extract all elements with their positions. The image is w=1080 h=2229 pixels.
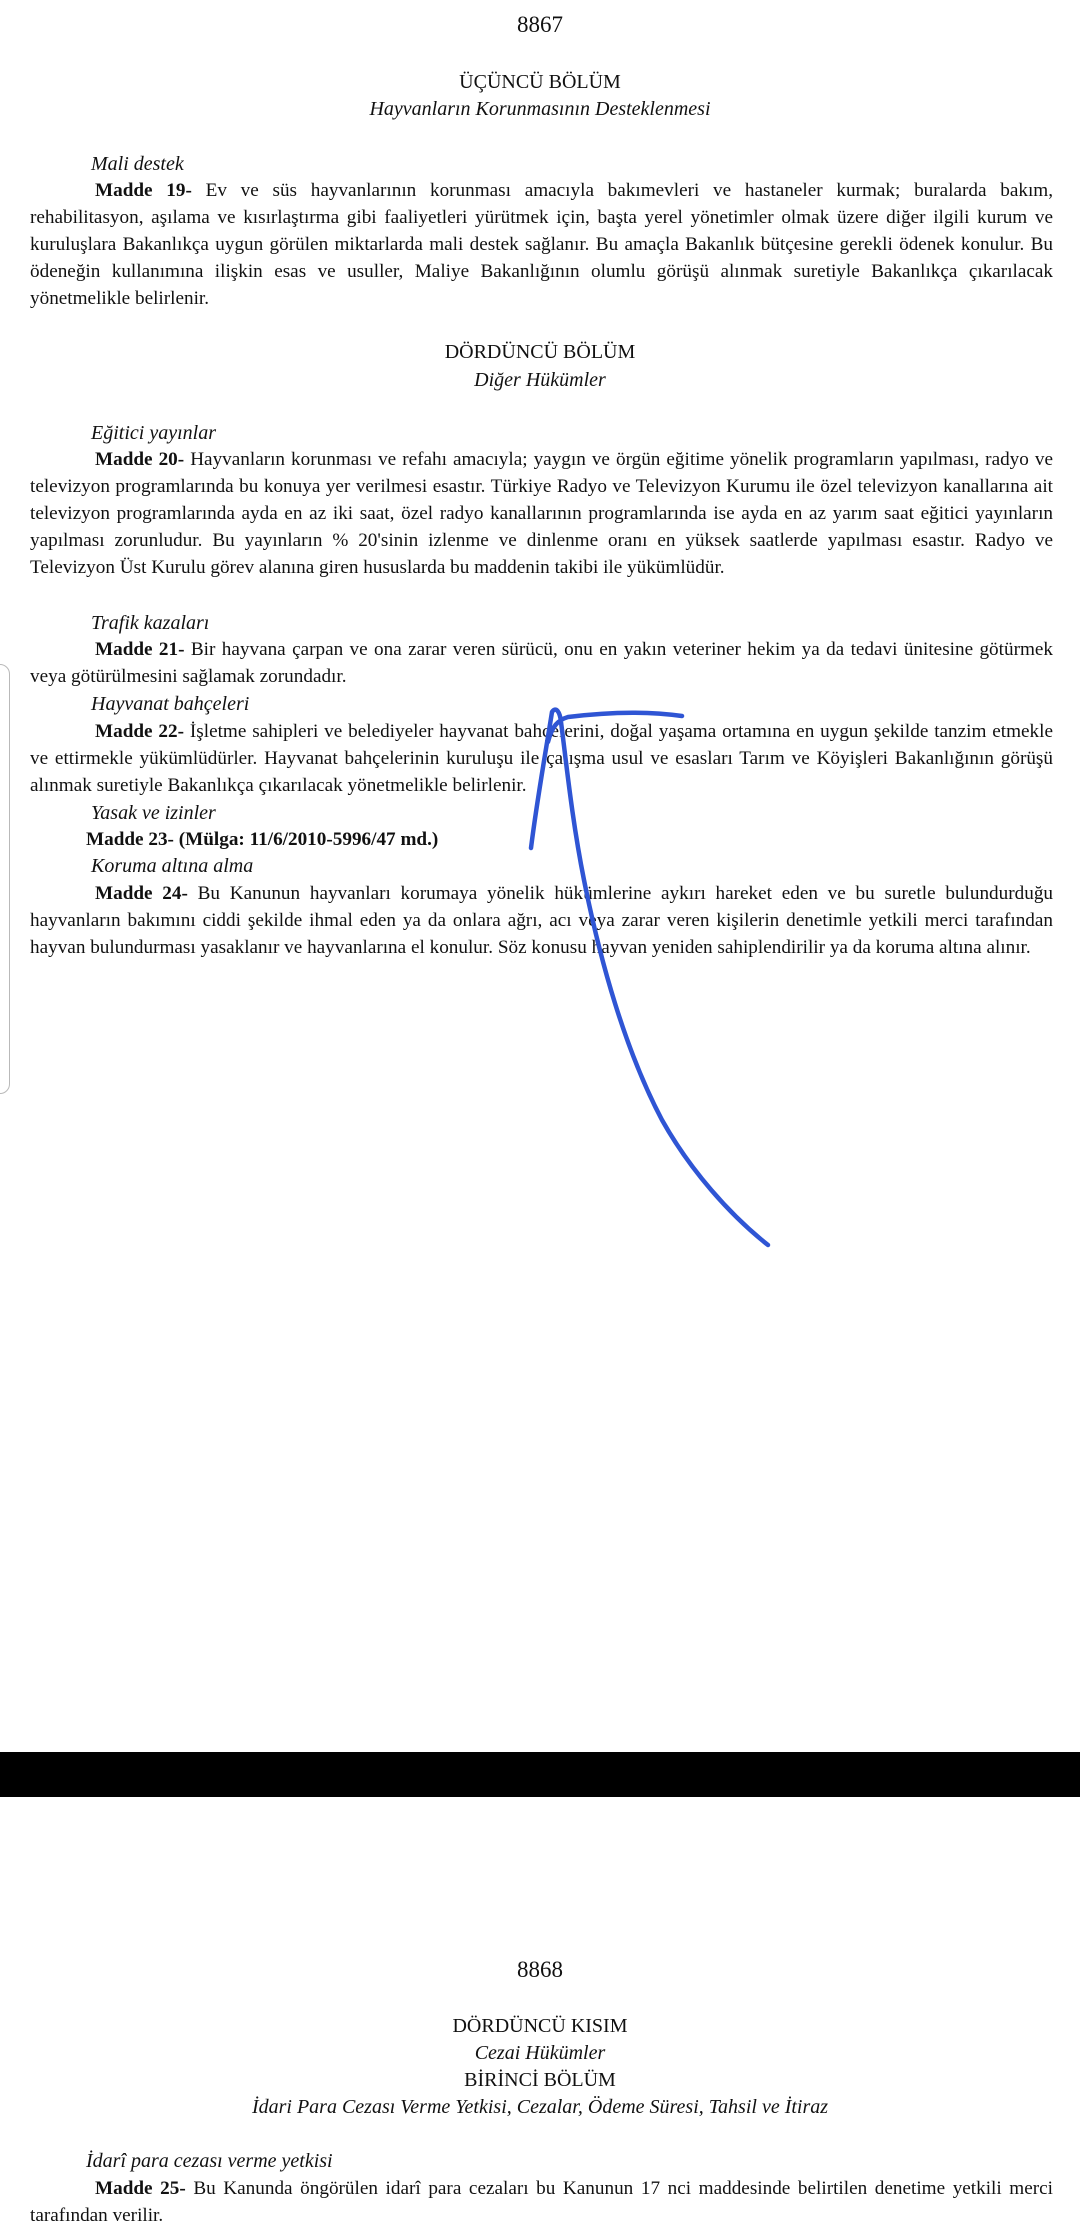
- document-page-8868: [0, 1797, 1080, 2226]
- article-22-label: Madde 22-: [95, 721, 185, 742]
- article-19-text: Ev ve süs hayvanlarının korunması amacıyla bakımevleri ve hastaneler kurmak; buralarda bakım, rehabilitasyon, aşılama ve kısırlaştırma gibi faaliyetleri yürütmek için, başta yerel yönetimler olmak üzere diğer ilgili kurum ve kuruluşlara Bakanlıkça uygun görülen miktarlarda mali destek sağlanır. Bu amaçla Bakanlık bütçesine gerekli ödenek konulur. Bu ödeneğin kullanımına ilişkin esas ve usuller, Maliye Bakanlığının olumlu görüşü alınmak suretiyle Bakanlıkça çıkarılacak yönetmelikle belirlenir.: [30, 180, 1053, 309]
- page-separator: [0, 1752, 1080, 1797]
- article-20-label: Madde 20-: [95, 449, 185, 470]
- part-heading: DÖRDÜNCÜ KISIM: [452, 2015, 628, 2037]
- article-25-label: Madde 25-: [95, 2178, 186, 2199]
- article-19-heading: Mali destek: [91, 153, 184, 175]
- page-number: 8867: [517, 12, 563, 37]
- section-heading: ÜÇÜNCÜ BÖLÜM: [459, 71, 621, 93]
- article-19-label: Madde 19-: [95, 180, 192, 201]
- article-25-heading: İdarî para cezası verme yetkisi: [86, 2150, 333, 2172]
- article-23-label: Madde 23- (Mülga: 11/6/2010-5996/47 md.): [86, 829, 439, 850]
- article-25-paragraph: [30, 2175, 1053, 2229]
- section-subtitle: İdari Para Cezası Verme Yetkisi, Cezalar, Ödeme Süresi, Tahsil ve İtiraz: [251, 2096, 829, 2118]
- article-19-paragraph: [30, 177, 1053, 312]
- article-21-text: Bir hayvana çarpan ve ona zarar veren sürücü, onu en yakın veteriner hekim ya da tedavi ünitesine götürmek veya götürülmesini sağlamak zorundadır.: [30, 639, 1054, 687]
- page-edge-tab[interactable]: [0, 664, 10, 1094]
- article-22-paragraph: [30, 718, 1053, 799]
- section-2-heading: DÖRDÜNCÜ BÖLÜM: [444, 341, 636, 363]
- section-subtitle: Hayvanların Korunmasının Desteklenmesi: [369, 98, 711, 120]
- section-heading: BİRİNCİ BÖLÜM: [464, 2069, 616, 2091]
- article-22-text: İşletme sahipleri ve belediyeler hayvanat bahçelerini, doğal yaşama ortamına en uygun şekilde tanzim etmekle ve ettirmekle yükümlüdürler. Hayvanat bahçelerinin kuruluşu ile çalışma usul ve esasları Tarım ve Köyişleri Bakanlığının görüşü alınmak suretiyle Bakanlıkça çıkarılacak yönetmelikle belirlenir.: [30, 721, 1053, 796]
- article-24-paragraph: [30, 880, 1053, 961]
- article-23-heading: Yasak ve izinler: [91, 802, 216, 824]
- article-20-paragraph: [30, 446, 1053, 581]
- article-21-heading: Trafik kazaları: [91, 612, 210, 634]
- article-21-label: Madde 21-: [95, 639, 185, 660]
- part-subtitle: Cezai Hükümler: [474, 2042, 606, 2064]
- article-21-paragraph: [30, 636, 1053, 690]
- article-20-text: Hayvanların korunması ve refahı amacıyla; yaygın ve örgün eğitime yönelik programların yapılması, radyo ve televizyon programlarında bu konuya yer verilmesi esastır. Türkiye Radyo ve Televizyon Kurumu ile özel televizyon kanallarına ait televizyon programlarında ayda en az iki saat, özel radyo kanallarının programlarında ise ayda en az yarım saat eğitici yayınların yapılması zorunludur. Bu yayınların % 20'sinin izlenme ve dinlenme oranı en yüksek saatlerde yapılması esastır. Radyo ve Televizyon Üst Kurulu görev alanına giren hususlarda bu maddenin takibi ile yükümlüdür.: [30, 449, 1054, 578]
- page-number: 8868: [517, 1957, 563, 1982]
- section-2-subtitle: Diğer Hükümler: [474, 369, 606, 391]
- article-24-label: Madde 24-: [95, 883, 188, 904]
- article-24-heading: Koruma altına alma: [91, 855, 254, 877]
- article-22-heading: Hayvanat bahçeleri: [91, 693, 250, 715]
- article-25-text: Bu Kanunda öngörülen idarî para cezaları bu Kanunun 17 nci maddesinde belirtilen denetime yetkili merci tarafından verilir.: [30, 2178, 1053, 2226]
- article-24-text: Bu Kanunun hayvanları korumaya yönelik hükümlerine aykırı hareket eden ve bu suretle bulundurduğu hayvanların bakımını ciddi şekilde ihmal eden ya da onlara ağrı, acı veya zarar veren kişilerin denetimle yetkili merci tarafından hayvan bulundurması yasaklanır ve hayvanlarına el konulur. Söz konusu hayvan yeniden sahiplendirilir ya da koruma altına alınır.: [30, 883, 1054, 958]
- article-20-heading: Eğitici yayınlar: [91, 422, 216, 444]
